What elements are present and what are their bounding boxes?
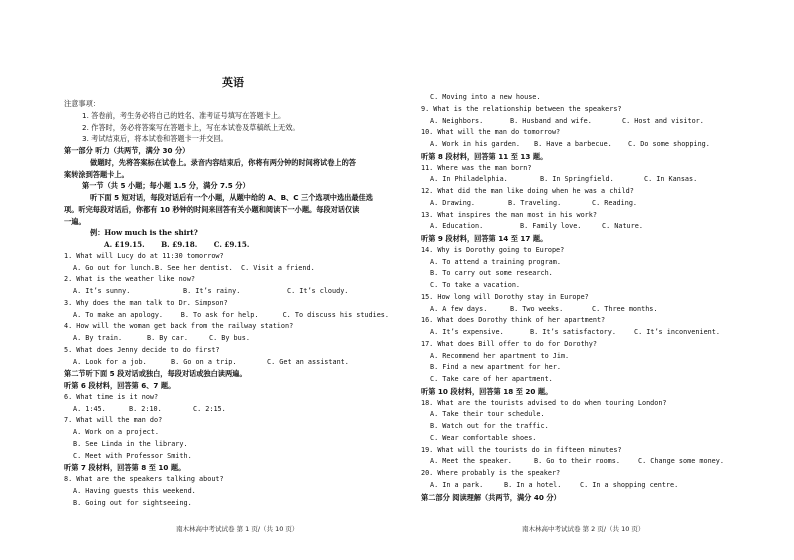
question-12: 12. What did the man like doing when he was a child? bbox=[421, 187, 634, 195]
question-7: 7. What will the man do? bbox=[64, 416, 163, 425]
option-a: A. Having guests this weekend. bbox=[73, 486, 196, 495]
option-a: A. By train. bbox=[73, 334, 123, 342]
example-option: B. £9.18. bbox=[161, 240, 198, 249]
question-20: 20. Where probably is the speaker? bbox=[421, 469, 561, 477]
question-16-options bbox=[421, 327, 789, 339]
page-footer: 南木林高中考试试卷 第 1 页/（共 10 页） bbox=[176, 525, 299, 533]
option-c: C. It’s cloudy. bbox=[287, 287, 349, 295]
question-5-options bbox=[64, 357, 389, 369]
option-b: B. It’s rainy. bbox=[183, 287, 241, 295]
option-c: C. Reading. bbox=[592, 198, 638, 207]
section1-heading: 第一节（共 5 小题；每小题 1.5 分，满分 7.5 分） bbox=[82, 181, 250, 191]
option-b: B. Go on a trip. bbox=[171, 357, 237, 366]
example-options bbox=[64, 239, 389, 251]
part1-instructions: 案转涂到答题卡上。 bbox=[64, 169, 129, 179]
question-15-options bbox=[421, 304, 789, 316]
question-3-options bbox=[64, 310, 389, 322]
option-c: C. To take a vacation. bbox=[430, 281, 521, 289]
option-c: C. Visit a friend. bbox=[241, 263, 315, 272]
question-11-options bbox=[421, 174, 789, 186]
option-c: C. By bus. bbox=[209, 334, 250, 342]
option-a: A. To make an apology. bbox=[73, 310, 164, 319]
option-b: B. To ask for help. bbox=[180, 310, 259, 319]
option-b: B. To carry out some research. bbox=[430, 269, 553, 278]
question-14: 14. Why is Dorothy going to Europe? bbox=[421, 245, 565, 254]
option-b: B. Go to their rooms. bbox=[534, 457, 620, 466]
question-17: 17. What does Bill offer to do for Dorothy? bbox=[421, 339, 597, 348]
option-a: A. Education. bbox=[430, 222, 484, 231]
question-19: 19. What will the tourists do in fifteen minutes? bbox=[421, 445, 622, 454]
question-18: 18. What are the tourists advised to do when touring London? bbox=[421, 398, 667, 407]
option-a: A. In a park. bbox=[430, 480, 484, 489]
material-7-heading: 听第 7 段材料，回答第 8 至 10 题。 bbox=[64, 463, 186, 473]
material-8-heading: 听第 8 段材料，回答第 11 至 13 题。 bbox=[421, 151, 548, 161]
document-title: 英语 bbox=[222, 76, 244, 89]
option-a: A. In Philadelphia. bbox=[430, 175, 508, 184]
question-1: 1. What will Lucy do at 11:30 tomorrow? bbox=[64, 251, 224, 260]
option-c: C. Meet with Professor Smith. bbox=[73, 451, 192, 460]
option-c: C. Change some money. bbox=[638, 457, 724, 466]
right-column bbox=[421, 92, 789, 503]
option-b: B. Family love. bbox=[520, 222, 582, 231]
example-option: C. £9.15. bbox=[213, 240, 250, 249]
question-13: 13. What inspires the man most in his work? bbox=[421, 210, 597, 219]
option-b: B. Traveling. bbox=[508, 198, 562, 207]
option-b: B. By car. bbox=[147, 334, 188, 342]
option-b: B. Husband and wife. bbox=[510, 116, 592, 125]
note-item: 2. 作答时，务必将答案写在答题卡上，写在本试卷及草稿纸上无效。 bbox=[82, 122, 300, 132]
right-page bbox=[397, 0, 794, 560]
page-footer: 南木林高中考试试卷 第 2 页/（共 10 页） bbox=[522, 525, 645, 533]
option-a: A. Neighbors. bbox=[430, 116, 484, 125]
option-b: B. In Springfield. bbox=[540, 175, 614, 184]
option-a: A. Work in his garden. bbox=[430, 140, 521, 148]
option-a: A. Work on a project. bbox=[73, 428, 159, 436]
option-a: A. Look for a job. bbox=[73, 357, 147, 366]
option-a: A. It’s sunny. bbox=[73, 287, 131, 295]
option-a: A. Take their tour schedule. bbox=[430, 410, 545, 419]
option-c: C. In a shopping centre. bbox=[580, 480, 679, 489]
option-c: C. To discuss his studies. bbox=[282, 310, 389, 319]
section2-heading: 第二节听下面 5 段对话或独白，每段对话或独白读两遍。 bbox=[64, 369, 247, 379]
option-c: C. Get an assistant. bbox=[267, 357, 349, 366]
note-item: 3. 考试结束后，将本试卷和答题卡一并交回。 bbox=[82, 134, 228, 144]
material-9-heading: 听第 9 段材料，回答第 14 至 17 题。 bbox=[421, 234, 548, 243]
option-c: C. Host and visitor. bbox=[622, 116, 704, 125]
question-9: 9. What is the relationship between the speakers? bbox=[421, 104, 622, 113]
option-c: C. Wear comfortable shoes. bbox=[430, 433, 537, 442]
option-b: B. 2:10. bbox=[129, 404, 162, 413]
question-5: 5. What does Jenny decide to do first? bbox=[64, 345, 220, 354]
question-3: 3. Why does the man talk to Dr. Simpson? bbox=[64, 298, 228, 307]
example-question: 例：How much is the shirt? bbox=[90, 228, 198, 238]
option-c: C. Do some shopping. bbox=[628, 140, 710, 148]
option-c: C. In Kansas. bbox=[644, 175, 698, 184]
example-option: A. £19.15. bbox=[104, 240, 145, 249]
option-a: A. Go out for lunch. bbox=[73, 263, 155, 272]
option-b: B. In a hotel. bbox=[504, 480, 562, 489]
question-4-options bbox=[64, 333, 389, 345]
question-9-options bbox=[421, 116, 789, 128]
question-1-options bbox=[64, 263, 389, 275]
section1-instructions: 项。听完每段对话后，你都有 10 秒钟的时间来回答有关小题和阅读下一小题。每段对话仅读 bbox=[64, 204, 360, 214]
question-8: 8. What are the speakers talking about? bbox=[64, 475, 224, 483]
option-c: C. Moving into a new house. bbox=[430, 93, 541, 101]
question-16: 16. What does Dorothy think of her apartment? bbox=[421, 316, 606, 325]
question-20-options bbox=[421, 480, 789, 492]
question-11: 11. Where was the man born? bbox=[421, 163, 532, 172]
note-item: 1. 答卷前，考生务必将自己的姓名、准考证号填写在答题卡上。 bbox=[82, 110, 286, 120]
option-a: A. To attend a training program. bbox=[430, 257, 561, 266]
part2-heading: 第二部分 阅读理解（共两节，满分 40 分） bbox=[421, 492, 561, 502]
question-2-options bbox=[64, 286, 389, 298]
question-10: 10. What will the man do tomorrow? bbox=[421, 128, 561, 137]
option-a: A. Meet the speaker. bbox=[430, 457, 512, 466]
option-c: C. 2:15. bbox=[193, 404, 226, 413]
option-c: C. Three months. bbox=[592, 304, 658, 313]
option-a: A. Drawing. bbox=[430, 198, 476, 207]
question-6-options bbox=[64, 404, 389, 416]
question-13-options bbox=[421, 221, 789, 233]
question-6: 6. What time is it now? bbox=[64, 392, 159, 401]
question-4: 4. How will the woman get back from the railway station? bbox=[64, 322, 294, 331]
option-b: B. See her dentist. bbox=[155, 263, 233, 272]
option-c: C. Take care of her apartment. bbox=[430, 375, 553, 383]
question-10-options bbox=[421, 139, 789, 151]
option-b: B. Watch out for the traffic. bbox=[430, 422, 549, 430]
question-19-options bbox=[421, 456, 789, 468]
option-b: B. Have a barbecue. bbox=[534, 140, 612, 148]
part1-instructions: 做题时，先将答案标在试卷上。录音内容结束后，你将有两分钟的时间将试卷上的答 bbox=[90, 157, 356, 167]
question-12-options bbox=[421, 198, 789, 210]
left-column bbox=[64, 98, 389, 509]
section1-instructions: 听下面 5 短对话，每段对话后有一个小题，从题中给的 A、B、C 三个选项中选出最佳选 bbox=[90, 193, 373, 202]
part1-heading: 第一部分 听力（共两节，满分 30 分） bbox=[64, 146, 190, 155]
option-a: A. 1:45. bbox=[73, 404, 106, 413]
question-15: 15. How long will Dorothy stay in Europe? bbox=[421, 292, 589, 301]
option-b: B. Two weeks. bbox=[510, 304, 564, 313]
option-a: A. It’s expensive. bbox=[430, 328, 504, 336]
material-10-heading: 听第 10 段材料，回答第 18 至 20 题。 bbox=[421, 386, 553, 396]
material-6-heading: 听第 6 段材料，回答第 6、7 题。 bbox=[64, 381, 176, 390]
option-b: B. Going out for sightseeing. bbox=[73, 498, 192, 507]
option-a: A. A few days. bbox=[430, 304, 488, 313]
option-b: B. See Linda in the library. bbox=[73, 439, 188, 448]
option-c: C. Nature. bbox=[602, 222, 643, 231]
section1-instructions: 一遍。 bbox=[64, 216, 86, 226]
notes-heading: 注意事项： bbox=[64, 99, 100, 108]
question-2: 2. What is the weather like now? bbox=[64, 275, 195, 284]
option-c: C. It’s inconvenient. bbox=[634, 328, 720, 336]
option-b: B. Find a new apartment for her. bbox=[430, 363, 561, 372]
option-a: A. Recommend her apartment to Jim. bbox=[430, 351, 570, 360]
option-b: B. It’s satisfactory. bbox=[530, 328, 616, 336]
